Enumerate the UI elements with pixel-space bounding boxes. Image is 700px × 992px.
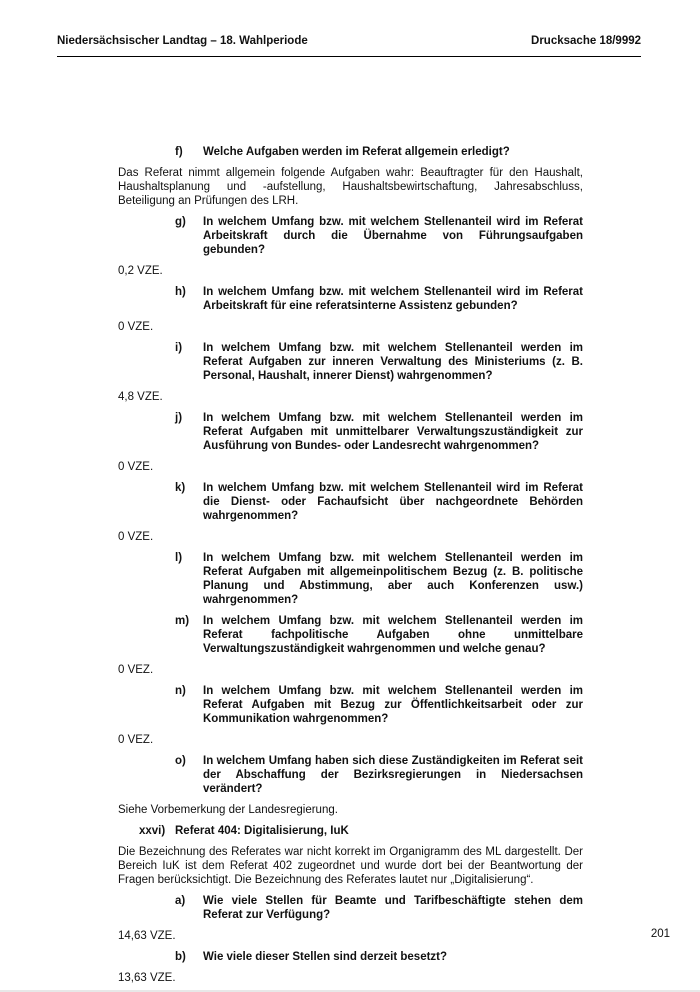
question-text: In welchem Umfang bzw. mit welchem Stellenanteil wird im Referat Arbeitskraft durch die Übernahme von Führungsaufgaben gebunden? (203, 216, 583, 256)
question-label: b) (175, 951, 186, 963)
answer-text: 0 VZE. (118, 461, 154, 473)
question-label: j) (175, 412, 183, 424)
question-label: m) (175, 615, 190, 627)
answer-text: 0 VZE. (118, 321, 154, 333)
question-text: Wie viele dieser Stellen sind derzeit besetzt? (203, 951, 448, 963)
question-item (118, 145, 583, 159)
answer-text: 0 VZE. (118, 531, 154, 543)
question-label: o) (175, 755, 186, 767)
question-item (118, 754, 583, 796)
question-label: a) (175, 895, 186, 907)
question-label: g) (175, 216, 186, 228)
question-item (118, 411, 583, 453)
body-paragraph: Das Referat nimmt allgemein folgende Aufgaben wahr: Beauftragter für den Haushalt, Haushaltsplanung und -aufstellung, Haushaltsbewirtschaftung, Jahresabschluss, Beteiligung an Prüfungen des LRH. (118, 167, 583, 207)
answer-text: 0 VEZ. (118, 664, 154, 676)
answer-text: 0,2 VZE. (118, 265, 163, 277)
question-text: In welchem Umfang bzw. mit welchem Stellenanteil werden im Referat Aufgaben zur inneren Verwaltung des Ministeriums (z. B. Personal, Haushalt, innerer Dienst) wahrgenommen? (203, 342, 583, 382)
body-paragraph: Die Bezeichnung des Referates war nicht korrekt im Organigramm des ML dargestellt. Der Bereich IuK ist dem Referat 402 zugeordnet und wurde dort bei der Beantwortung der Fragen berücksichtigt. Die Bezeichnung des Referates lautet nur „Digitalisierung“. (118, 846, 583, 886)
question-item (118, 684, 583, 726)
answer-text: 14,63 VZE. (118, 930, 176, 942)
question-text: In welchem Umfang bzw. mit welchem Stellenanteil werden im Referat fachpolitische Aufgaben ohne unmittelbare Verwaltungszuständigkeit wahrgenommen und welche genau? (203, 615, 583, 655)
question-item (118, 950, 583, 964)
question-item (118, 215, 583, 257)
header-right-docnumber: Drucksache 18/9992 (531, 35, 641, 47)
answer-text: 13,63 VZE. (118, 972, 176, 984)
question-text: Wie viele Stellen für Beamte und Tarifbeschäftigte stehen dem Referat zur Verfügung? (203, 895, 583, 921)
question-text: In welchem Umfang bzw. mit welchem Stellenanteil wird im Referat die Dienst- oder Fachaufsicht über nachgeordnete Behörden wahrgenommen? (203, 482, 583, 522)
section-subheading (118, 824, 583, 838)
question-text: In welchem Umfang bzw. mit welchem Stellenanteil wird im Referat Arbeitskraft für eine referatsinterne Assistenz gebunden? (203, 286, 583, 312)
question-item (118, 551, 583, 607)
answer-text: 4,8 VZE. (118, 391, 163, 403)
question-text: Welche Aufgaben werden im Referat allgemein erledigt? (203, 146, 510, 158)
subheading-label: xxvi) (139, 825, 166, 837)
question-label: n) (175, 685, 186, 697)
question-item (118, 481, 583, 523)
question-label: k) (175, 482, 186, 494)
answer-text: 0 VEZ. (118, 734, 154, 746)
document-body (118, 145, 583, 992)
subheading-text: Referat 404: Digitalisierung, IuK (175, 825, 349, 837)
body-paragraph: Siehe Vorbemerkung der Landesregierung. (118, 804, 338, 816)
question-item (118, 614, 583, 656)
page-number: 201 (650, 928, 670, 940)
page-header (57, 0, 641, 57)
question-text: In welchem Umfang bzw. mit welchem Stellenanteil werden im Referat Aufgaben mit Bezug zur Öffentlichkeitsarbeit oder zur Kommunikation wahrgenommen? (203, 685, 583, 725)
question-item (118, 894, 583, 922)
question-label: i) (175, 342, 183, 354)
question-label: h) (175, 286, 186, 298)
question-text: In welchem Umfang haben sich diese Zuständigkeiten im Referat seit der Abschaffung der Bezirksregierungen in Niedersachsen verändert? (203, 755, 583, 795)
question-item (118, 285, 583, 313)
question-label: f) (175, 146, 183, 158)
question-item (118, 341, 583, 383)
question-text: In welchem Umfang bzw. mit welchem Stellenanteil werden im Referat Aufgaben mit unmittelbarer Verwaltungszuständigkeit zur Ausführung von Bundes- oder Landesrecht wahrgenommen? (203, 412, 583, 452)
header-left-title: Niedersächsischer Landtag – 18. Wahlperiode (57, 35, 308, 47)
question-text: In welchem Umfang bzw. mit welchem Stellenanteil werden im Referat Aufgaben mit allgemeinpolitischem Bezug (z. B. politische Planung und Abstimmung, aber auch Konferenzen usw.) wahrgenommen? (203, 552, 583, 606)
question-label: l) (175, 552, 183, 564)
